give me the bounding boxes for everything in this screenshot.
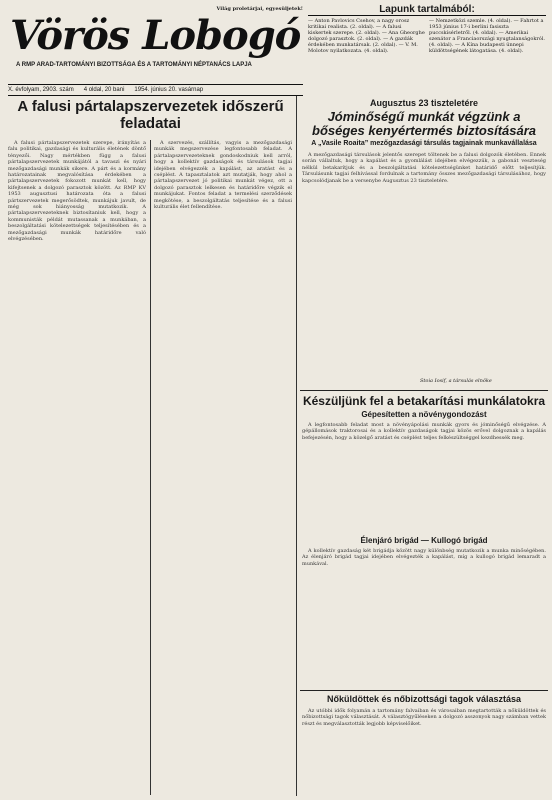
issue-year: X. évfolyam, 2903. szám <box>8 87 74 93</box>
contents-title: Lapunk tartalmából: <box>308 4 546 16</box>
newspaper-logo: Vörös Lobogó <box>10 12 301 59</box>
motto: Világ proletárjai, egyesüljetek! <box>216 6 303 12</box>
right-article-body <box>302 152 546 377</box>
contents-col-1: — Anton Pavlovics Csehov, a nagy orosz kritikai realista. (2. oldal). — A falusi kiskertek szerepe. (2. oldal). — Ana Gheorghe dolgozó parasztok. (2. oldal). — A gazdák érdekében munkatársak. (2. oldal). — V. M. Molotov nyilatkozata. (4. oldal). <box>308 18 425 54</box>
right-article-dated: Augusztus 23 tiszteletére <box>369 98 479 108</box>
column-rule <box>150 140 151 795</box>
issue-date: 1954. június 20. vasárnap <box>134 87 204 93</box>
right-article-subtitle: A „Vasile Roaita” mezőgazdasági társulás tagjainak munkavállalása <box>311 140 537 147</box>
right-article-title: Jóminőségű munkát végzünk a bőséges kenyértermés biztosítására <box>312 109 536 138</box>
left-col-1-text: A falusi pártalapszervezetek szerepe, irányítás a falu politikai, gazdasági és kulturális életének döntő tényezői. Nagy mértékben függ a falusi pártalapszervezetek munkájától a tavaszi és nyári mezőgazdasági munkák sikere. A párt és a kormány határozatainak megvalósítása érdekében a pártalapszervezetek fokozott munkát kell, hogy kifejtsenek a dolgozó parasztok között. Az RMP KV 1953 augusztusi határozata óta a falusi pártszervezetek megerősödtek, munkájuk javult, de még sok hiányosság mutatkozik. A pártalapszervezeteknek biztosítaniuk kell, hogy a kommunisták példát mutassanak a munkában, a beszolgáltatási kötelezettségek teljesítésében és a mezőgazdasági munkák határidőre való elvégzésében. <box>8 140 146 243</box>
harvest-article-text: A legfontosabb feladat most a növényápolási munkák gyors és jóminőségű elvégzése. A gépállomások traktorosai és a kollektív gazdaságok tagjai közös erővel dolgoznak a kapálás befejezésén, hogy a közelgő aratást és cséplést teljes felkészültséggel kezdhessék meg. <box>302 422 546 441</box>
left-article-col-1 <box>8 140 146 795</box>
harvest-article-subtitle: Gépesítetten a növénygondozást <box>361 410 487 419</box>
right-article-signature: Stoia Iosif, a társulás elnöke <box>420 378 492 384</box>
contents-col-2: — Nemzetközi szemle. (4. oldal). — Fahrtot a 1953 június 17-i berlini fasiszta puccskísérletről. (4. oldal). — Amerikai szenátor a Franciaországi nyugtalanságokról. (4. oldal). — A Kína budapesti ünnepi küldöttségének látogatása. (4. oldal). <box>429 18 545 54</box>
brigade-article-text: A kollektív gazdaság két brigádja között nagy különbség mutatkozik a munka minőségében. Az élenjáró brigád tagjai idejében elvégezték a kapálást, míg a kullogó brigád lemaradt a munkával. <box>302 548 546 567</box>
election-article-title: Nőküldöttek és nőbizottsági tagok választása <box>326 694 522 704</box>
section-divider-2 <box>300 690 548 691</box>
issue-price: 4 oldal, 20 bani <box>83 87 125 93</box>
left-article-title: A falusi pártalapszervezetek időszerű feladatai <box>17 98 284 132</box>
election-article-text: Az utóbbi idők folyamán a tartomány falvaiban és városaiban megtartották a nőküldöttek és nőbizottsági tagok választását. A választógyűléseken a dolgozó asszonyok nagy számban vettek részt és megválasztották legjobb képviselőiket. <box>302 708 546 727</box>
issue-info-bar <box>8 84 303 96</box>
masthead <box>8 6 303 92</box>
left-col-2-text: A szervezés, szállítás, vagyis a mezőgazdasági munkák megszervezése legfontosabb feladat. A pártalapszervezeteknek gondoskodniuk kell arról, hogy a kollektív gazdaságok és társulások tagjai idejében elvégezzék a kapálást, az aratást és a cséplést. A tapasztalatok azt mutatják, hogy ahol a pártalapszervezet jó politikai munkát végez, ott a dolgozó parasztok lelkesen és határidőre végzik el munkájukat. Fontos feladat a termelési szerződések megkötése, a beszolgáltatás teljesítése és a falusi kulturális élet fellendítése. <box>154 140 292 211</box>
brigade-article-title: Élenjáró brigád — Kullogó brigád <box>360 536 488 545</box>
right-article-text: A mezőgazdasági társulások jelentős szerepet töltenek be a falusi dolgozók életében. Ennek során vállaltuk, hogy a kapálást és a gyomlálást idejében elvégezzük, a gabonát veszteség nélkül betakarítjuk és a beszolgáltatási kötelezettségünket határidő előtt teljesítjük. Társulásunk tagjai felhívással fordulnak a tartomány összes mezőgazdasági társulásához, hogy kapcsolódjanak be a versenybe Augusztus 23 tiszteletére. <box>302 152 546 184</box>
section-rule <box>296 96 297 796</box>
left-article-col-2 <box>154 140 292 795</box>
harvest-article-body <box>302 422 546 532</box>
election-article-body <box>302 708 546 796</box>
masthead-subtitle: A RMP ARAD-TARTOMÁNYI BIZOTTSÁGA ÉS A TARTOMÁNYI NÉPTANÁCS LAPJA <box>16 62 252 68</box>
contents-box <box>308 4 546 94</box>
brigade-article-body <box>302 548 546 688</box>
harvest-article-title: Készüljünk fel a betakarítási munkálatokra <box>302 394 546 408</box>
section-divider <box>300 390 548 391</box>
